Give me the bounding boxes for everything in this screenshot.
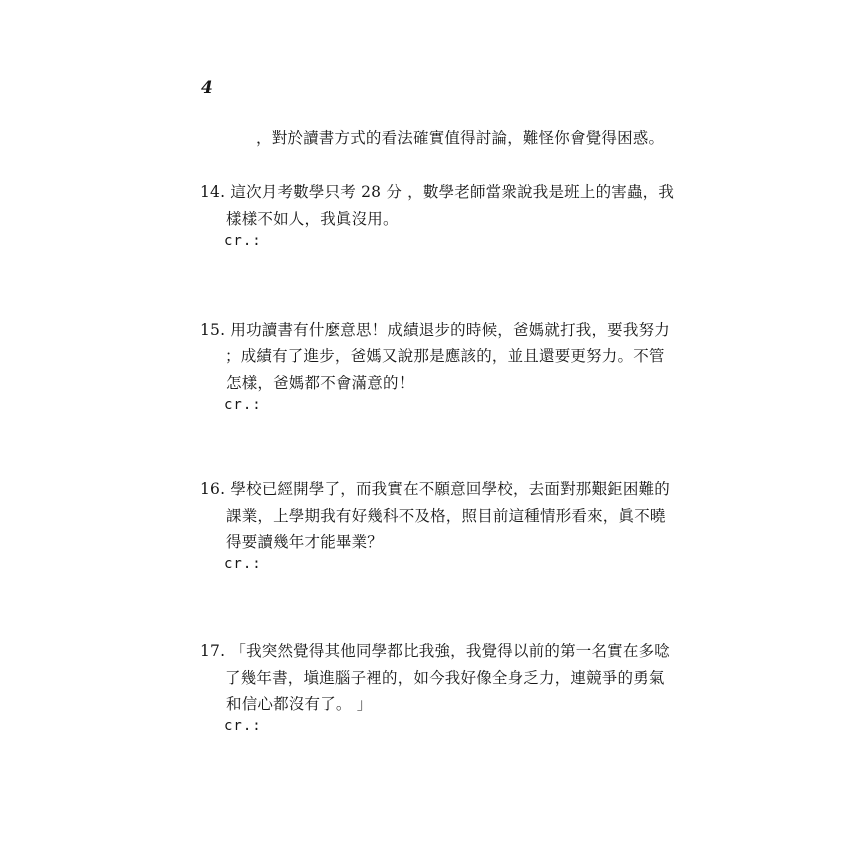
question-text-line: ；成績有了進步，爸媽又說那是應該的，並且還要更努力。不管 <box>225 347 665 365</box>
answer-label: cr.: <box>224 397 262 413</box>
page-number: 4 <box>201 78 213 98</box>
question-text-line: 14. 這次月考數學只考 28 分 ，數學老師當衆說我是班上的害蟲，我 <box>200 183 675 201</box>
question-text-line: 課業，上學期我有好幾科不及格，照目前這種情形看來，眞不曉 <box>226 507 666 525</box>
continuation-text: ，對於讀書方式的看法確實值得討論，難怪你會覺得困惑。 <box>256 129 665 147</box>
question-text-line: 15. 用功讀書有什麼意思！成績退步的時候，爸媽就打我，要我努力 <box>200 321 670 339</box>
answer-label: cr.: <box>224 718 262 734</box>
question-text-line: 得要讀幾年才能畢業？ <box>226 533 384 551</box>
question-text-line: 樣樣不如人，我眞沒用。 <box>226 210 399 228</box>
question-text-line: 17. 「我突然覺得其他同學都比我強，我覺得以前的第一名實在多唸 <box>200 642 670 660</box>
answer-label: cr.: <box>224 556 262 572</box>
answer-label: cr.: <box>224 233 262 249</box>
question-text-line: 怎樣，爸媽都不會滿意的！ <box>226 374 415 392</box>
question-text-line: 和信心都沒有了。 」 <box>226 695 373 713</box>
question-text-line: 16. 學校已經開學了，而我實在不願意回學校，去面對那艱鉅困難的 <box>200 480 670 498</box>
question-text-line: 了幾年書，塡進腦子裡的，如今我好像全身乏力，連競爭的勇氣 <box>225 669 665 687</box>
